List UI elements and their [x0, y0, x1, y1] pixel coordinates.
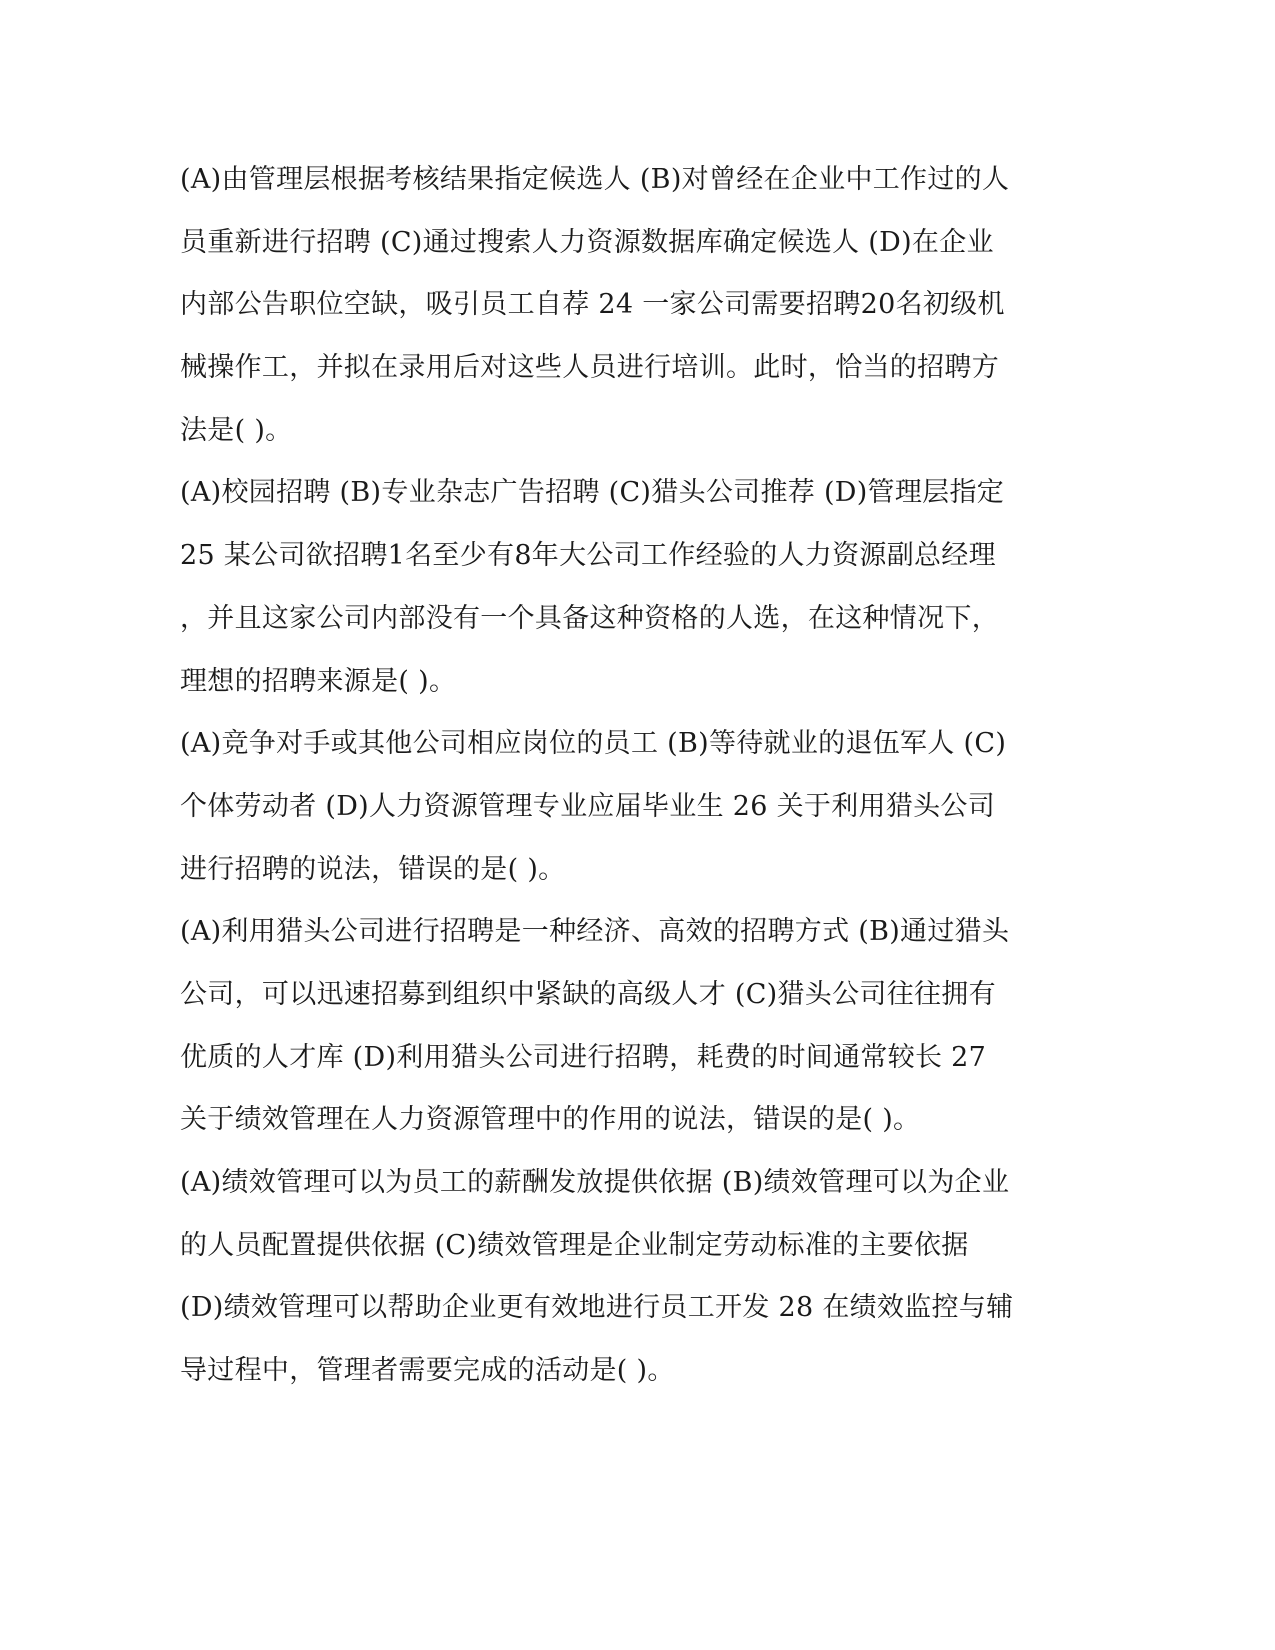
text-line: ，并且这家公司内部没有一个具备这种资格的人选，在这种情况下，	[180, 602, 999, 634]
text-line: 个体劳动者 (D)人力资源管理专业应届毕业生 26 关于利用猎头公司	[180, 790, 996, 822]
text-line: 进行招聘的说法，错误的是( )。	[180, 853, 566, 885]
text-line: (A)由管理层根据考核结果指定候选人 (B)对曾经在企业中工作过的人	[180, 164, 1010, 195]
text-line: 公司，可以迅速招募到组织中紧缺的高级人才 (C)猎头公司往往拥有	[180, 978, 996, 1010]
text-line: (D)绩效管理可以帮助企业更有效地进行员工开发 28 在绩效监控与辅	[180, 1292, 1014, 1324]
text-line: 内部公告职位空缺，吸引员工自荐 24 一家公司需要招聘20名初级机	[180, 289, 1005, 321]
text-line: 的人员配置提供依据 (C)绩效管理是企业制定劳动标准的主要依据	[180, 1229, 969, 1261]
text-line: 25 某公司欲招聘1名至少有8年大公司工作经验的人力资源副总经理	[180, 540, 996, 572]
text-line: 关于绩效管理在人力资源管理中的作用的说法，错误的是( )。	[180, 1104, 921, 1136]
text-line: 员重新进行招聘 (C)通过搜索人力资源数据库确定候选人 (D)在企业	[180, 226, 994, 258]
text-line: 优质的人才库 (D)利用猎头公司进行招聘，耗费的时间通常较长 27	[180, 1041, 987, 1073]
text-line: 导过程中，管理者需要完成的活动是( )。	[180, 1355, 675, 1387]
text-line: 法是( )。	[180, 414, 293, 446]
text-line: (A)校园招聘 (B)专业杂志广告招聘 (C)猎头公司推荐 (D)管理层指定	[180, 477, 1005, 509]
text-line: 械操作工，并拟在录用后对这些人员进行培训。此时，恰当的招聘方	[180, 352, 999, 384]
text-line: 理想的招聘来源是( )。	[180, 665, 457, 697]
text-line: (A)竞争对手或其他公司相应岗位的员工 (B)等待就业的退伍军人 (C)	[180, 728, 1007, 760]
text-line: (A)利用猎头公司进行招聘是一种经济、高效的招聘方式 (B)通过猎头	[180, 916, 1010, 948]
document-body	[180, 149, 1040, 1403]
text-line: (A)绩效管理可以为员工的薪酬发放提供依据 (B)绩效管理可以为企业	[180, 1167, 1010, 1198]
